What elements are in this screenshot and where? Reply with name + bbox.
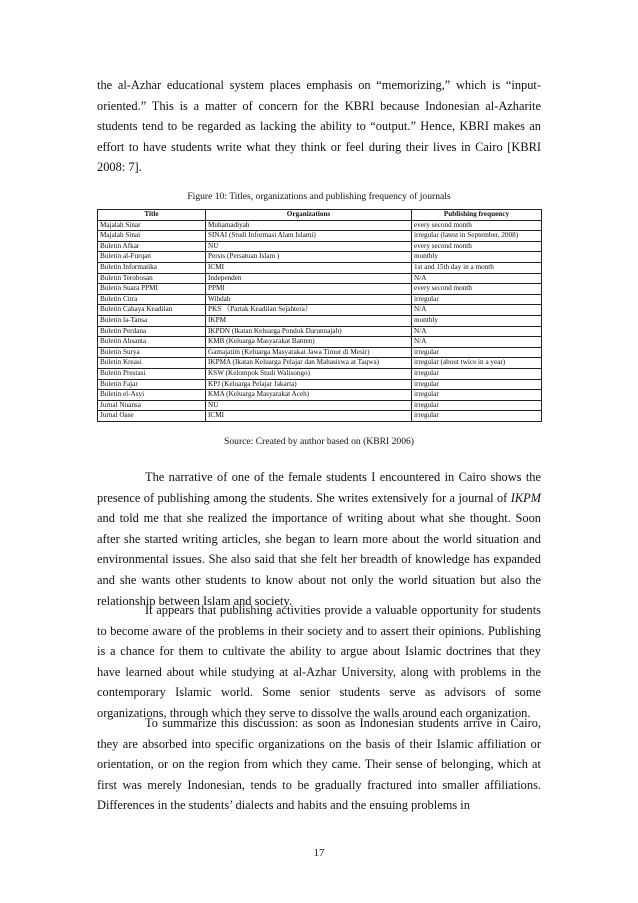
table-row [98,379,542,390]
paragraph-narrative-text [97,467,541,611]
cell-organization: IKPM [206,315,412,326]
cell-organization: ICMI [206,411,412,422]
cell-organization: PPMI [206,284,412,295]
cell-frequency: irregular [412,294,542,305]
table-row [98,305,542,316]
cell-organization: NU [206,400,412,411]
table-row [98,252,542,263]
paragraph-summary [97,713,541,816]
cell-organization: ICMI [206,262,412,273]
table-row [98,400,542,411]
cell-organization: IKPMA (Ikatan Keluarga Pelajar dan Mahasiswa at Taqwa) [206,358,412,369]
table-row [98,231,542,242]
table-row [98,358,542,369]
table-row [98,390,542,401]
cell-frequency: monthly [412,315,542,326]
cell-organization: Muhamadiyah [206,220,412,231]
cell-frequency: irregular [412,347,542,358]
table-row [98,294,542,305]
journals-table [97,209,542,422]
cell-organization: KMB (Keluarga Masyarakat Banten) [206,337,412,348]
cell-title: Buletin Surya [98,347,206,358]
paragraph-intro [97,75,541,178]
cell-frequency: every second month [412,220,542,231]
figure-source: Source: Created by author based on (KBRI 2006) [224,436,414,447]
cell-frequency: irregular [412,411,542,422]
table-row [98,315,542,326]
paragraph-intro-text: the al-Azhar educational system places emphasis on “memorizing,” which is “input-oriented.” This is a matter of concern for the KBRI because Indonesian al-Azharite students tend to be regarded as lacking the ability to “output.” Hence, KBRI makes an effort to have students write what they think or feel during their lives in Cairo [KBRI 2008: 7]. [97,78,541,175]
table-row [98,284,542,295]
cell-organization: IKPDN (Ikatan Keluarga Pondok Darunnajah) [206,326,412,337]
page-number: 17 [313,847,325,859]
cell-frequency: 1st and 15th day in a month [412,262,542,273]
table-row [98,326,542,337]
narrative-text-end: and told me that she realized the importance of writing about what she thought. Soon after she started writing articles, she began to learn more about the world situation and environmental issues. She also said that she felt her breadth of knowledge has expanded and she wants other students to know about not only the world situation but also the relationship between Islam and society. [97,511,541,608]
cell-title: Buletin Ahsanta [98,337,206,348]
paragraph-summary-text: To summarize this discussion: as soon as Indonesian students arrive in Cairo, they are absorbed into specific organizations on the basis of their Islamic affiliation or orientation, or on the region from which they came. Their sense of belonging, which at first was merely Indonesian, tends to be gradually fractured into smaller affiliations. Differences in the students’ dialects and habits and the ensuing problems in [97,716,541,813]
cell-frequency: irregular (latest in September, 2008) [412,231,542,242]
cell-title: Buletin Informatika [98,262,206,273]
cell-organization: KSW (Kelompok Studi Walisongo) [206,368,412,379]
table-row [98,262,542,273]
cell-frequency: irregular [412,400,542,411]
paragraph-narrative [97,467,541,611]
cell-organization: SINAI (Studi Informasi Alam Islami) [206,231,412,242]
cell-title: Majalah Sinar [98,220,206,231]
column-header-title: Title [98,210,206,221]
table-row [98,337,542,348]
cell-organization: NU [206,241,412,252]
table-row [98,241,542,252]
cell-title: Buletin Perdana [98,326,206,337]
cell-title: Majalah Sinai [98,231,206,242]
cell-frequency: irregular [412,368,542,379]
table-header-row [98,210,542,221]
table-row [98,273,542,284]
cell-title: Buletin al-Furqan [98,252,206,263]
cell-title: Buletin Fajar [98,379,206,390]
cell-title: Buletin el-Asyi [98,390,206,401]
cell-title: Buletin Terobosan [98,273,206,284]
cell-frequency: every second month [412,241,542,252]
paragraph-publishing [97,600,541,724]
cell-organization: Wihdah [206,294,412,305]
table-body [98,220,542,421]
column-header-organizations: Organizations [206,210,412,221]
cell-title: Buletin Prestasi [98,368,206,379]
cell-organization: Independen [206,273,412,284]
cell-frequency: N/A [412,273,542,284]
cell-frequency: N/A [412,305,542,316]
cell-title: Buletin Cahaya Keadilan [98,305,206,316]
cell-frequency: N/A [412,326,542,337]
cell-frequency: irregular (about twice in a year) [412,358,542,369]
cell-organization: KMA (Keluarga Masyarakat Aceh) [206,390,412,401]
table-row [98,347,542,358]
cell-frequency: every second month [412,284,542,295]
cell-frequency: N/A [412,337,542,348]
cell-organization: Gamajatim (Keluarga Masyarakat Jawa Timur di Mesir) [206,347,412,358]
narrative-italic-ikpm: IKPM [510,490,541,505]
cell-title: Buletin Suara PPMI [98,284,206,295]
cell-organization: KPJ (Keluarga Pelajar Jakarta) [206,379,412,390]
narrative-text-start: The narrative of one of the female students I encountered in Cairo shows the presence of publishing among the students. She writes extensively for a journal of [97,470,541,505]
table-row [98,368,542,379]
cell-title: Buletin la-Tansa [98,315,206,326]
cell-frequency: monthly [412,252,542,263]
column-header-frequency: Publishing frequency [412,210,542,221]
table-row [98,411,542,422]
cell-title: Buletin Citra [98,294,206,305]
cell-title: Buletin Kreasi [98,358,206,369]
cell-title: Buletin Afkar [98,241,206,252]
table-row [98,220,542,231]
cell-title: Jurnal Nuansa [98,400,206,411]
cell-frequency: irregular [412,390,542,401]
cell-organization: PKS （Partak Keadilan Sejahtera） [206,305,412,316]
cell-frequency: irregular [412,379,542,390]
cell-organization: Persis (Persatuan Islam ) [206,252,412,263]
paragraph-publishing-text: It appears that publishing activities provide a valuable opportunity for students to become aware of the problems in their society and to assert their opinions. Publishing is a chance for them to cultivate the ability to argue about Islamic doctrines that they have learned about while studying at al-Azhar University, along with problems in the contemporary Islamic world. Some senior students serve as advisors of some organizations, through which they serve to dissolve the walls around each organization. [97,603,541,720]
cell-title: Jurnal Oase [98,411,206,422]
figure-caption: Figure 10: Titles, organizations and publishing frequency of journals [187,191,451,202]
